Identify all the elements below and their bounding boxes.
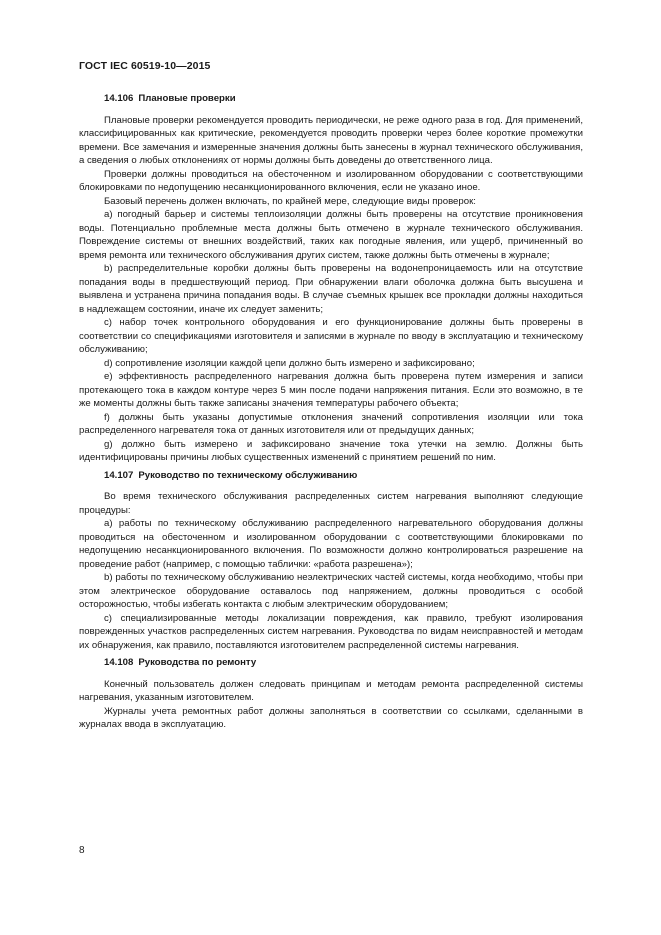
list-item: с) набор точек контрольного оборудования и его функционирование должны быть проверены в соответствии со спецификациями изготовителя и записями в журнале по вводу в эксплуатацию и техническому обслуживанию; [79, 317, 583, 355]
list-item: с) специализированные методы локализации повреждения, как правило, требуют изолирования поврежденных участков распределенных систем нагревания. Руководства по видам неисправностей и методам их обнаружения, как правило, поставляются изготовителем распределенной системы нагревания. [79, 612, 583, 651]
section-14-106 [79, 92, 583, 465]
paragraph: Плановые проверки рекомендуется проводить периодически, не реже одного раза в год. Для применений, классифицированных как критические, рекомендуется проводить проверки через более короткие промежутки времени. Все замечания и измеренные значения должны быть занесены в журнал технического обслуживания, а сведения о любых отклонениях от нормы должны быть доведены до ответственного лица. [79, 114, 583, 166]
document-body [79, 88, 583, 736]
page-number: 8 [79, 845, 85, 856]
list-item: а) работы по техническому обслуживанию распределенного нагревательного оборудования должны проводиться на обесточенном и изолированном оборудовании с соответствующими блокировками по недопущению несанкционированного включения. По возможности должно контролироваться разрешение на проведение работ (например, с помощью таблички: «работа разрешена»); [79, 518, 583, 570]
list-item: g) должно быть измерено и зафиксировано значение тока утечки на землю. Должны быть идентифицированы причины любых существенных изменений с принятием решений по ним. [79, 438, 583, 463]
section-title: Руководство по техническому обслуживанию [138, 469, 358, 481]
list-item: а) погодный барьер и системы теплоизоляции должны быть проверены на отсутствие проникновения воды. Потенциально проблемные места должны быть отмечено в журнале технического обслуживания. Повреждение системы от внешних воздействий, таких как погодные явления, или ущерб, причиненный во время ремонта или технического обслуживания других систем, также должны быть отмечены в журнале; [79, 209, 583, 261]
section-heading [79, 92, 583, 106]
list-item: b) распределительные коробки должны быть проверены на водонепроницаемость или на отсутствие попадания воды в предшествующий период. При обнаружении влаги оболочка должна быть высушена и выявлена и устранена причина попадания воды. В случае съемных крышек все прокладки должны находиться в надлежащем состоянии, иначе их следует заменить; [79, 263, 583, 315]
section-number: 14.106 [104, 93, 134, 104]
list-item: е) эффективность распределенного нагревания должна быть проверена путем измерения и записи протекающего тока в каждом контуре через 5 мин после подачи напряжения питания. Если это возможно, в те же моменты должны быть также записаны значения температуры рабочего объекта; [79, 371, 583, 409]
document-header: ГОСТ IEC 60519-10—2015 [79, 60, 211, 72]
section-heading [79, 469, 583, 483]
section-14-107 [79, 469, 583, 653]
paragraph: Журналы учета ремонтных работ должны заполняться в соответствии со ссылками, сделанными в журналах ввода в эксплуатацию. [79, 705, 583, 730]
paragraph: Конечный пользователь должен следовать принципам и методам ремонта распределенной системы нагревания, указанным изготовителем. [79, 678, 583, 703]
section-number: 14.108 [104, 657, 134, 668]
section-14-108 [79, 656, 583, 732]
list-item: b) работы по техническому обслуживанию неэлектрических частей системы, когда необходимо, чтобы при этом электрическое оборудование оставалось под напряжением, должны проводиться с особой осторожностью, чтобы избегать контакта с любым электрическим оборудованием; [79, 572, 583, 610]
section-title: Плановые проверки [138, 93, 236, 104]
list-item: d) сопротивление изоляции каждой цепи должно быть измерено и зафиксировано; [104, 357, 475, 369]
list-item: f) должны быть указаны допустимые отклонения значений сопротивления изоляции или тока распределенного нагревателя тока от данных изготовителя или от предыдущих данных; [79, 411, 583, 436]
paragraph: Во время технического обслуживания распределенных систем нагревания выполняют следующие процедуры: [79, 491, 583, 516]
paragraph: Проверки должны проводиться на обесточенном и изолированном оборудовании с соответствующими блокировками по недопущению несанкционированного включения, если не указано иное. [79, 168, 583, 193]
paragraph: Базовый перечень должен включать, по крайней мере, следующие виды проверок: [104, 195, 476, 207]
section-heading [79, 656, 583, 670]
section-number: 14.107 [104, 469, 134, 481]
section-title: Руководства по ремонту [138, 657, 257, 668]
